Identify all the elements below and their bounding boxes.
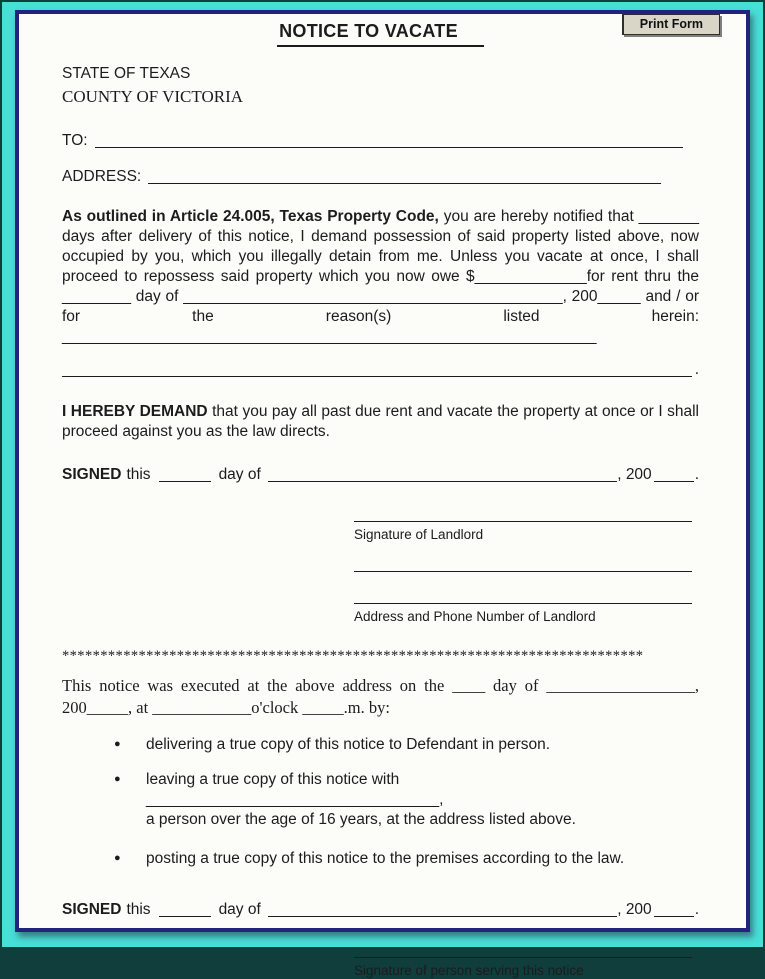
asterisk-separator: **************************************************************************** <box>62 647 644 664</box>
year-prefix: , 200 <box>617 900 652 918</box>
reasons-overflow-row <box>62 360 699 380</box>
reasons-fill-line <box>62 375 692 377</box>
demand-paragraph-body: that you pay all past due rent and vacate the property at once or I shall proceed against you as the law directs. <box>62 402 699 440</box>
signed-year-blank <box>654 915 694 917</box>
demand-paragraph-lead: I HEREBY DEMAND <box>62 402 208 420</box>
signed-line-landlord <box>62 465 699 485</box>
signed-month-blank <box>268 915 617 917</box>
service-method-delivering: delivering a true copy of this notice to Defendant in person. <box>146 735 551 753</box>
executed-paragraph: This notice was executed at the above address on the ____ day of __________________, 200_____, at ____________o'clock _____.m. by: <box>62 676 699 718</box>
day-of-word: day of <box>218 900 261 918</box>
signed-month-blank <box>268 480 617 482</box>
to-row <box>62 131 699 151</box>
service-method-leaving-line2: a person over the age of 16 years, at the address listed above. <box>146 810 576 828</box>
list-item <box>114 770 699 830</box>
landlord-address-line-2 <box>354 603 692 604</box>
signed-day-blank <box>159 480 211 482</box>
landlord-address-label: Address and Phone Number of Landlord <box>354 609 596 625</box>
this-word: this <box>126 900 151 918</box>
server-signature-line <box>354 957 692 958</box>
service-method-leaving-line1: leaving a true copy of this notice with __________________________________, <box>146 770 444 808</box>
reasons-period: . <box>694 360 699 378</box>
state-line: STATE OF TEXAS <box>62 65 191 83</box>
signed-period: . <box>694 900 699 918</box>
to-fill-line <box>95 146 683 148</box>
server-signature-label: Signature of person serving this notice <box>354 962 584 978</box>
year-prefix: , 200 <box>617 465 652 483</box>
print-form-button[interactable]: Print Form <box>622 14 720 35</box>
notice-to-vacate-form <box>15 10 750 978</box>
notice-paragraph-lead: As outlined in Article 24.005, Texas Property Code, <box>62 208 439 226</box>
service-method-leaving <box>146 770 699 830</box>
signed-word: SIGNED <box>62 465 122 483</box>
signed-day-blank <box>159 915 211 917</box>
day-of-word: day of <box>218 465 261 483</box>
bullet-icon: ● <box>114 772 121 785</box>
signed-line-server <box>62 900 699 920</box>
address-fill-line <box>148 182 661 184</box>
address-row <box>62 167 699 187</box>
bullet-icon: ● <box>114 737 121 750</box>
list-item <box>114 849 699 869</box>
server-signature-block <box>354 957 692 979</box>
notice-paragraph <box>62 207 699 347</box>
to-label: TO: <box>62 132 88 150</box>
service-method-list <box>114 735 699 869</box>
landlord-signature-line <box>354 521 692 522</box>
bullet-icon: ● <box>114 851 121 864</box>
county-line: COUNTY OF VICTORIA <box>62 87 244 107</box>
header <box>62 20 699 47</box>
signed-year-blank <box>654 480 694 482</box>
signed-period: . <box>694 465 699 483</box>
this-word: this <box>126 465 151 483</box>
list-item <box>114 735 699 755</box>
notice-paragraph-body: you are hereby notified that _______ days after delivery of this notice, I demand possession of said property listed above, now occupied by you, which you illegally detain from me. Unless you vacate at once, I shall proceed to repossess said property which you now owe $_____________for rent thru the ________ day of ____________________________________________, 200_____ and / or for the reason(s) listed herein: ______________________________________________________________ <box>62 208 699 345</box>
landlord-address-line-1 <box>354 571 692 572</box>
signed-word: SIGNED <box>62 900 122 918</box>
service-method-posting: posting a true copy of this notice to the premises according to the law. <box>146 849 625 867</box>
address-label: ADDRESS: <box>62 168 142 186</box>
demand-paragraph <box>62 402 699 442</box>
landlord-signature-block <box>354 521 692 626</box>
landlord-signature-label: Signature of Landlord <box>354 526 484 542</box>
page-title: NOTICE TO VACATE <box>277 20 484 47</box>
